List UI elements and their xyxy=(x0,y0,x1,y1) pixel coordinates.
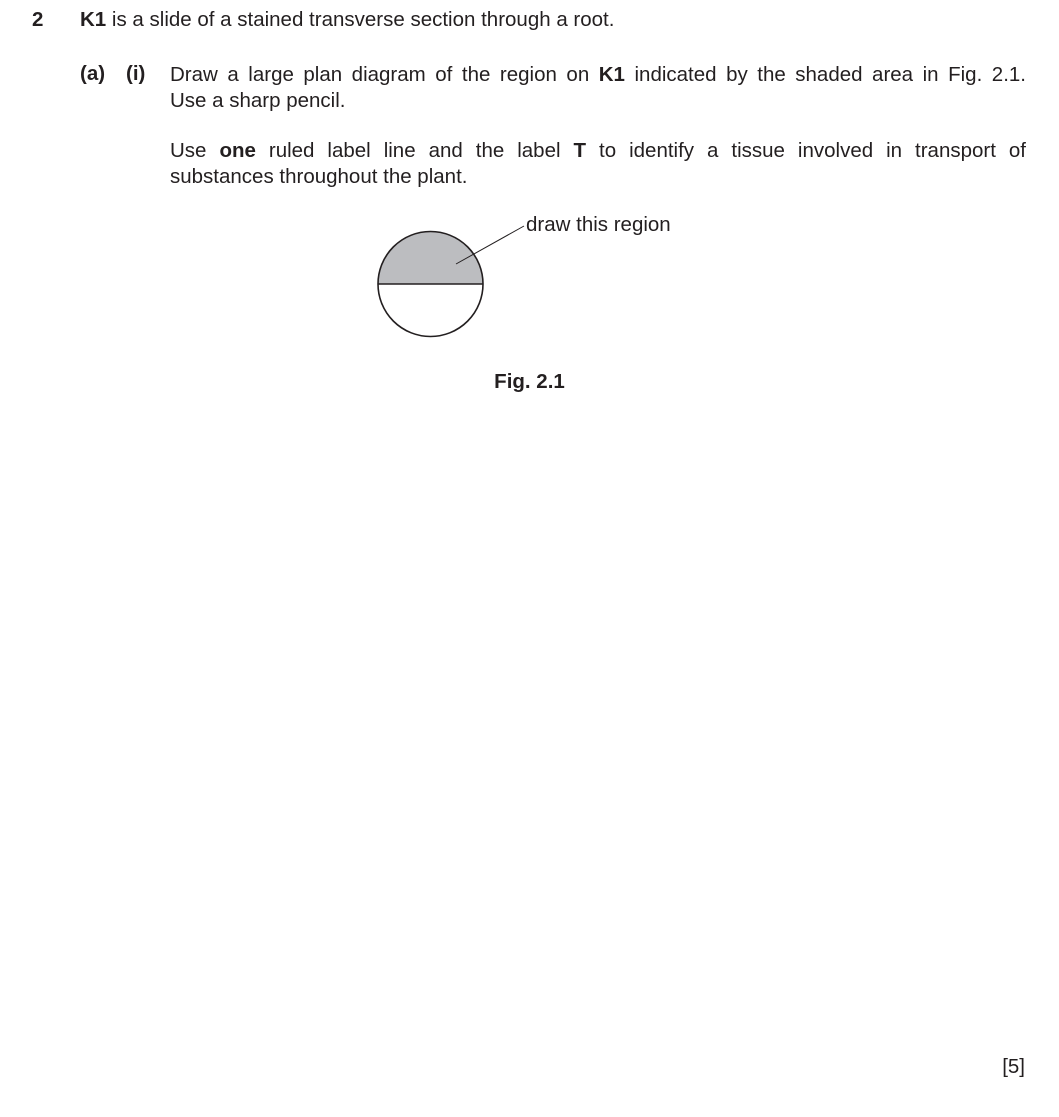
question-intro xyxy=(80,8,614,32)
question-number: 2 xyxy=(32,8,44,31)
specimen-code: K1 xyxy=(80,8,107,31)
label-letter: T xyxy=(573,139,587,162)
instruction-line xyxy=(170,138,1026,164)
text-run: Use xyxy=(170,139,220,162)
instruction-paragraph-1 xyxy=(170,62,1026,114)
text-run: ruled label line and the label xyxy=(255,139,574,162)
specimen-code: K1 xyxy=(598,63,625,86)
instruction-line: substances throughout the plant. xyxy=(170,165,468,188)
part-label: (a) xyxy=(80,62,106,85)
instruction-line xyxy=(170,62,1026,88)
figure-caption: Fig. 2.1 xyxy=(494,370,565,393)
text-run: indicated by the shaded area in Fig. 2.1. xyxy=(624,63,1026,86)
emphasis-word: one xyxy=(219,139,256,162)
question-intro-text: is a slide of a stained transverse section through a root. xyxy=(106,8,615,31)
instruction-paragraph-2 xyxy=(170,138,1026,190)
text-run: to identify a tissue involved in transport of xyxy=(586,139,1026,162)
figure-callout-label: draw this region xyxy=(526,213,671,236)
marks-allocation: [5] xyxy=(1002,1055,1025,1078)
text-run: Draw a large plan diagram of the region on xyxy=(170,63,599,86)
subpart-label: (i) xyxy=(126,62,146,85)
instruction-line: Use a sharp pencil. xyxy=(170,89,346,112)
